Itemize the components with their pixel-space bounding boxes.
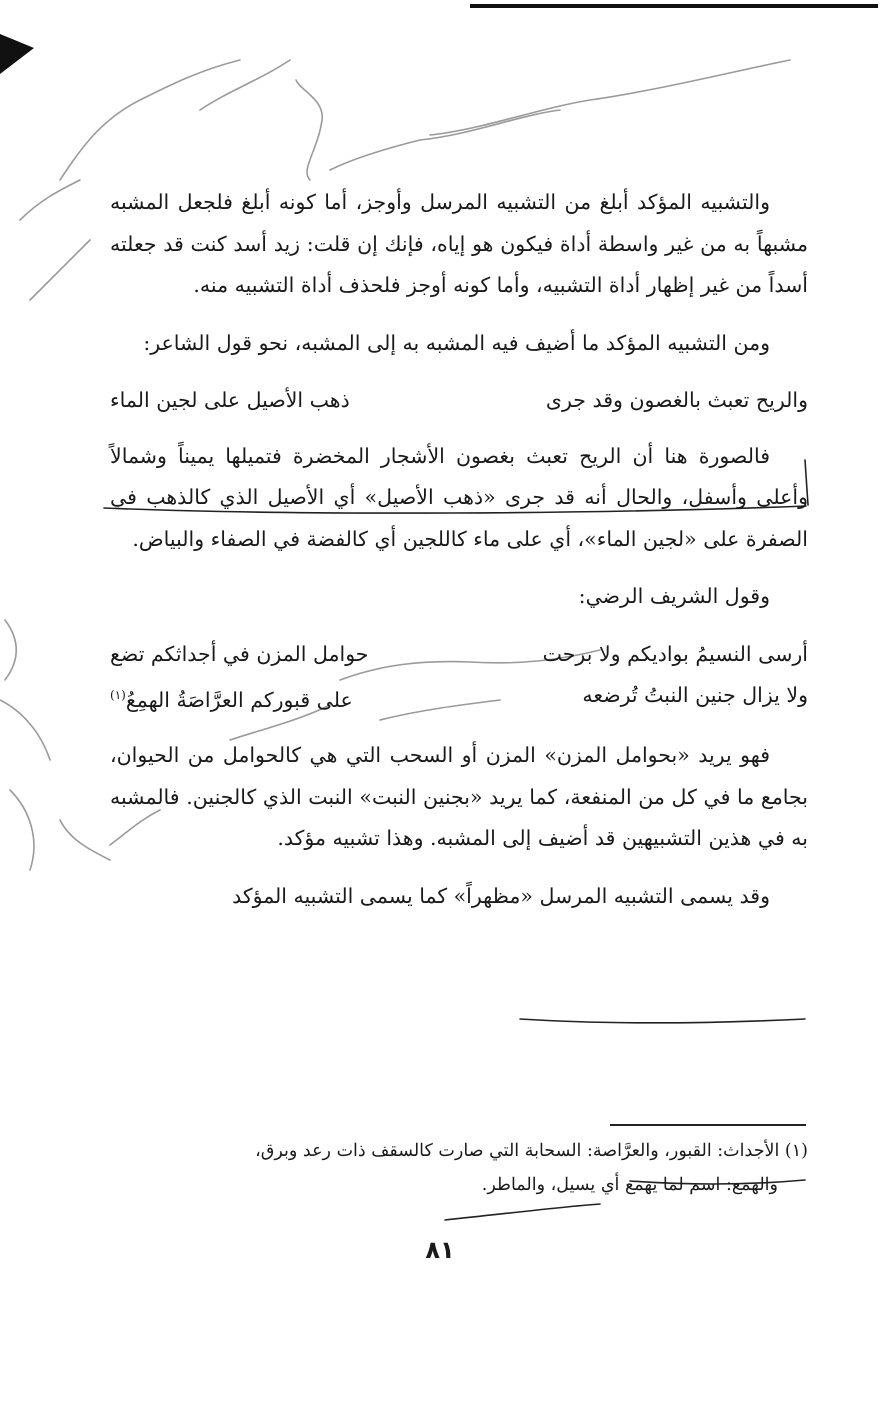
verse-1 bbox=[110, 380, 808, 422]
footnote-line-1: (١) الأجداث: القبور، والعرَّاصة: السحابة التي صارت كالسقف ذات رعد وبرق، bbox=[255, 1141, 808, 1161]
verse-2-line-1-first: أرسى النسيمُ بواديكم ولا برحت bbox=[542, 641, 808, 666]
verse-2-line-2 bbox=[110, 675, 808, 721]
page-number: ٨١ bbox=[425, 1236, 455, 1264]
verse-2-line-2-second-wrap bbox=[110, 675, 353, 721]
verse-1-second-half: ذهب الأصيل على لجين الماء bbox=[110, 388, 350, 412]
paragraph-6: وقد يسمى التشبيه المرسل «مظهراً» كما يسمى التشبيه المؤكد bbox=[232, 883, 770, 908]
paragraph-5: فهو يريد «بحوامل المزن» المزن أو السحب التي هي كالحوامل من الحيوان، بجامع ما في كل من المنفعة، كما يريد «بجنين النبت» النبت الذي كالجنين. فالمشبه به في هذين التشبيهين قد أضيف إلى المشبه. وهذا تشبيه مؤكد. bbox=[110, 743, 808, 851]
paragraph-3: فالصورة هنا أن الريح تعبث بغصون الأشجار المخضرة فتميلها يميناً وشمالاً وأعلى وأسفل، والحال أنه قد جرى «ذهب الأصيل» أي الأصيل الذي كالذهب في الصفرة على «لجين الماء»، أي على ماء كاللجين أي كالفضة في الصفاء والبياض. bbox=[110, 443, 808, 551]
footnote-separator bbox=[610, 1124, 806, 1126]
footnote bbox=[100, 1134, 808, 1202]
verse-1-line bbox=[110, 380, 808, 422]
verse-2-line-1 bbox=[110, 634, 808, 676]
verse-2-line-1-second: حوامل المزن في أجداثكم تضع bbox=[110, 641, 369, 666]
verse-2-line-2-first: ولا يزال جنين النبتُ تُرضعه bbox=[582, 683, 808, 707]
main-text bbox=[110, 182, 808, 933]
corner-triangle-mark bbox=[0, 34, 34, 74]
verse-2 bbox=[110, 634, 808, 722]
footnote-line-2: والهمع: اسم لما يهمع أي يسيل، والماطر. bbox=[481, 1175, 778, 1195]
verse-2-line-2-second: على قبوركم العرَّاصَةُ الهمِعُ bbox=[125, 687, 353, 712]
paragraph-1: والتشبيه المؤكد أبلغ من التشبيه المرسل وأوجز، أما كونه أبلغ فلجعل المشبه مشبهاً به من غير واسطة أداة فيكون هو إياه، فإنك إن قلت: زيد أسد كنت قد جعلته أسداً من غير إظهار أداة التشبيه، وأما كونه أوجز فلحذف أداة التشبيه منه. bbox=[110, 190, 808, 297]
top-border-rule bbox=[470, 4, 878, 8]
verse-1-first-half: والريح تعبث بالغصون وقد جرى bbox=[545, 388, 808, 412]
paragraph-2: ومن التشبيه المؤكد ما أضيف فيه المشبه به إلى المشبه، نحو قول الشاعر: bbox=[143, 330, 770, 355]
paragraph-4: وقول الشريف الرضي: bbox=[578, 584, 770, 608]
footnote-marker: (١) bbox=[110, 688, 126, 702]
